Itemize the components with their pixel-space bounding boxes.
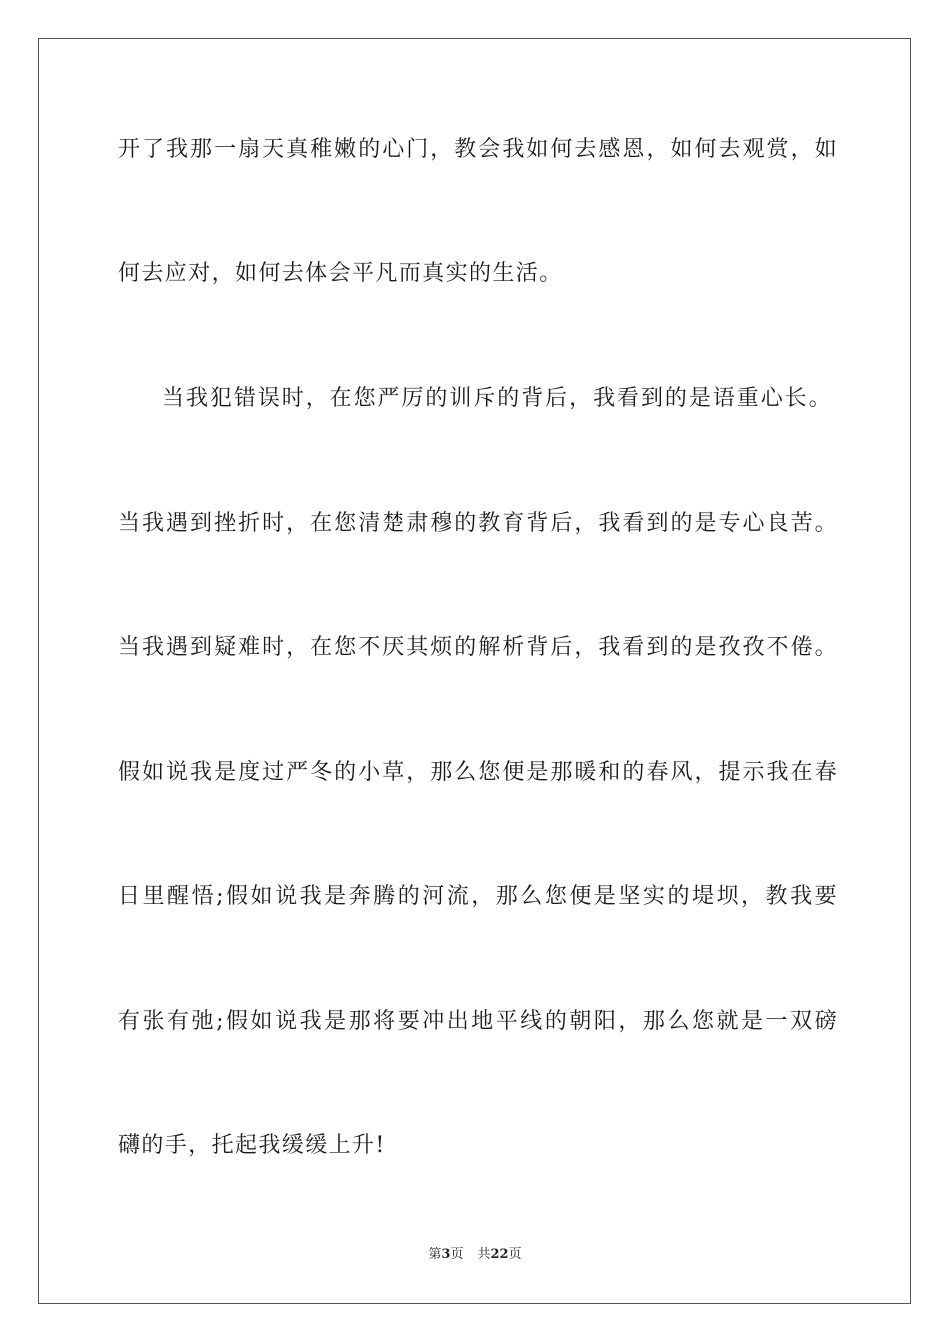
text-line-5: 当我遇到疑难时，在您不厌其烦的解析背后，我看到的是孜孜不倦。 [118,635,838,660]
footer-page-total: 22 [490,1247,509,1262]
footer-total-prefix: 共 [477,1247,491,1262]
text-line-7: 日里醒悟;假如说我是奔腾的河流，那么您便是坚实的堤坝，教我要 [118,884,838,909]
text-line-6: 假如说我是度过严冬的小草，那么您便是那暖和的春风，提示我在春 [118,760,838,785]
text-line-9: 礴的手，托起我缓缓上升! [118,1133,386,1158]
footer-page-current: 3 [441,1247,451,1262]
page-border [38,38,911,1304]
page-footer [0,1247,950,1263]
text-line-3: 当我犯错误时，在您严厉的训斥的背后，我看到的是语重心长。 [162,386,832,411]
footer-total-suffix: 页 [508,1247,522,1262]
text-line-8: 有张有弛;假如说我是那将要冲出地平线的朝阳，那么您就是一双磅 [118,1009,838,1034]
text-line-1: 开了我那一扇天真稚嫩的心门，教会我如何去感恩，如何去观赏，如 [118,137,838,162]
footer-page-suffix: 页 [450,1247,464,1262]
footer-page-prefix: 第 [428,1247,442,1262]
text-line-2: 何去应对，如何去体会平凡而真实的生活。 [118,261,563,286]
text-line-4: 当我遇到挫折时，在您清楚肃穆的教育背后，我看到的是专心良苦。 [118,511,838,536]
